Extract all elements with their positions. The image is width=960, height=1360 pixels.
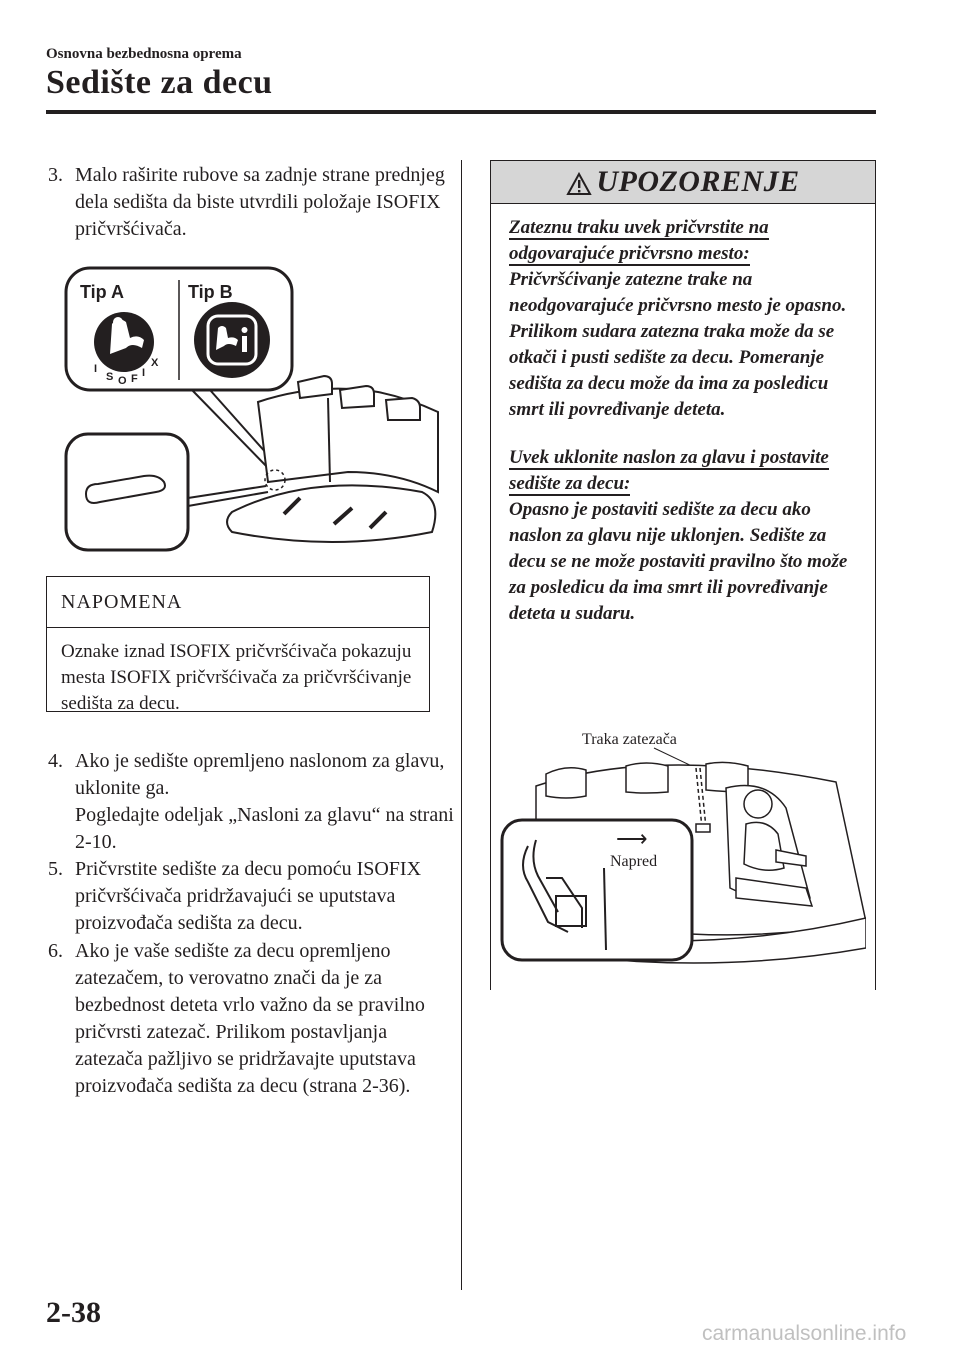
tip-b-label: Tip B <box>188 282 233 302</box>
anchor-callout <box>66 434 188 550</box>
page-number: 2-38 <box>46 1296 101 1329</box>
isofix-letter: S <box>106 371 114 383</box>
warning-heading-2: Uvek uklonite naslon za glavu i postavite sedište za decu: <box>509 447 829 494</box>
step-number: 4. <box>48 750 63 772</box>
column-divider <box>461 160 462 1290</box>
step-3 <box>48 162 455 243</box>
tip-a-label: Tip A <box>80 282 124 302</box>
step-4 <box>48 748 455 856</box>
note-rule <box>47 627 429 628</box>
step-6 <box>48 938 455 1100</box>
step-number: 6. <box>48 940 63 962</box>
note-title: NAPOMENA <box>61 591 183 613</box>
step-text: Malo raširite rubove sa zadnje strane prednjeg dela sedišta da biste utvrdili položaje ISOFIX pričvršćivača. <box>75 164 445 240</box>
note-box <box>46 576 430 712</box>
step-reference: Pogledajte odeljak „Nasloni za glavu“ na strani 2-10. <box>75 804 454 853</box>
step-5 <box>48 856 455 937</box>
step-text: Pričvrstite sedište za decu pomoću ISOFIX pričvršćivača pridržavajući se uputstava proizvođača sedišta za decu. <box>75 858 422 934</box>
isofix-b-icon <box>194 302 270 378</box>
step-number: 5. <box>48 858 63 880</box>
isofix-letter: I <box>142 367 146 379</box>
tether-strap-figure <box>496 728 866 968</box>
page-title: Sedište za decu <box>46 64 273 101</box>
isofix-letter: X <box>151 357 159 369</box>
step-text: Ako je vaše sedište za decu opremljeno zatezačem, to verovatno znači da je za bezbednost deteta vrlo važno da se pravilno pričvrsti zatezač. Prilikom postavljanja zatezača pažljivo se pridržavajte uputstava proizvođača sedišta za decu (strana 2-36). <box>75 940 425 1097</box>
hook-detail-callout <box>502 820 692 960</box>
strap-hook <box>696 824 710 832</box>
isofix-letter: F <box>131 373 138 385</box>
step-number: 3. <box>48 164 63 186</box>
note-text: Oznake iznad ISOFIX pričvršćivača pokazuju mesta ISOFIX pričvršćivača za pričvršćivanje sedišta za decu. <box>61 641 412 714</box>
section-name: Osnovna bezbednosna oprema <box>46 46 242 62</box>
isofix-letter: I <box>94 363 98 375</box>
warning-heading-1: Zateznu traku uvek pričvrstite na odgovarajuće pričvrsno mesto: <box>509 217 769 264</box>
warning-triangle-icon <box>566 172 592 196</box>
forward-label: Napred <box>610 853 658 870</box>
watermark: carmanualsonline.info <box>702 1322 907 1345</box>
isofix-letter: O <box>118 375 127 387</box>
isofix-location-figure <box>62 262 442 562</box>
strap-label: Traka zatezača <box>582 731 677 748</box>
forward-arrow-icon: ⟶ <box>616 826 648 851</box>
warning-header <box>491 161 875 204</box>
header-rule <box>46 110 876 114</box>
step-text: Ako je sedište opremljeno naslonom za glavu, uklonite ga. <box>75 750 445 799</box>
warning-content <box>509 215 865 627</box>
warning-title: UPOZORENJE <box>596 165 800 198</box>
warning-text-1: Pričvršćivanje zatezne trake na neodgovarajuće pričvrsno mesto je opasno. Prilikom sudara zatezna traka može da se otkači i pusti sedište za decu. Pomeranje sedišta za decu može da ima za posledicu smrt ili povređivanje deteta. <box>509 269 847 420</box>
warning-text-2: Opasno je postaviti sedište za decu ako naslon za glavu nije uklonjen. Sedište za decu se ne može postaviti pravilno što može za posledicu da ima smrt ili povređivanje deteta u sudaru. <box>509 499 848 624</box>
